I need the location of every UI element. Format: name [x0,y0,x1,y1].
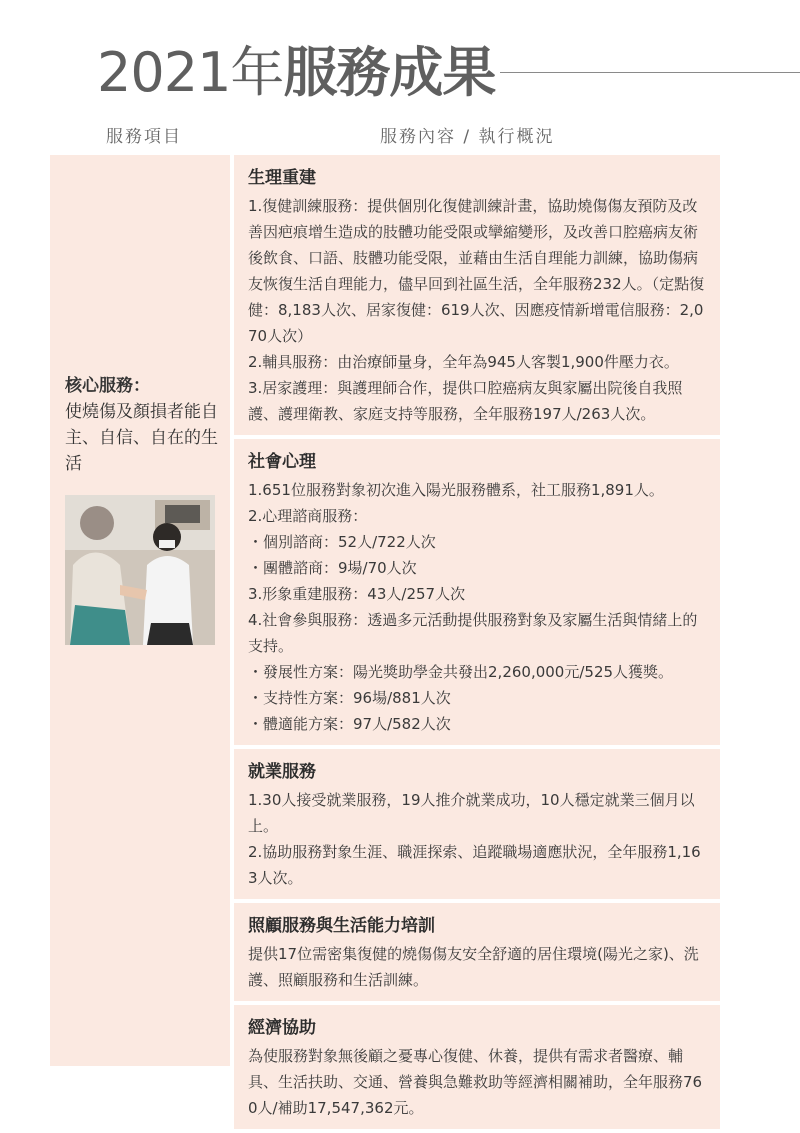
column-header-service-item: 服務項目 [106,127,182,147]
section-line: 1.30人接受就業服務，19人推介就業成功，10人穩定就業三個月以上。 [248,791,695,835]
section-line: 為使服務對象無後顧之憂專心復健、休養，提供有需求者醫療、輔具、生活扶助、交通、營養與急難救助等經濟相關補助，全年服務760人/補助17,547,362元。 [248,1047,703,1117]
section-employment [234,749,720,899]
title-year: 2021年 [97,41,284,104]
section-title: 生理重建 [248,168,316,188]
service-photo [65,495,215,645]
section-title: 就業服務 [248,762,316,782]
section-financial-aid [234,1005,720,1129]
section-title: 照顧服務與生活能力培訓 [248,916,435,936]
section-line: ・支持性方案：96場/881人次 [248,689,451,707]
page-title [97,38,495,108]
section-title: 社會心理 [248,452,316,472]
core-service-desc: 使燒傷及顏損者能自主、自信、自在的生活 [65,402,218,474]
section-psychosocial [234,439,720,745]
therapy-photo-illustration [65,495,215,645]
section-line: ・個別諮商：52人/722人次 [248,533,436,551]
section-line: ・團體諮商：9場/70人次 [248,559,417,577]
section-line: ・發展性方案：陽光獎助學金共發出2,260,000元/525人獲獎。 [248,663,674,681]
core-service [65,373,225,477]
title-divider [500,72,800,73]
left-column [50,155,230,1066]
section-title: 經濟協助 [248,1018,316,1038]
section-line: 1.651位服務對象初次進入陽光服務體系，社工服務1,891人。 [248,481,664,499]
section-line: 2.輔具服務：由治療師量身，全年為945人客製1,900件壓力衣。 [248,353,679,371]
section-care-training [234,903,720,1001]
section-line: 提供17位需密集復健的燒傷傷友安全舒適的居住環境(陽光之家)、洗護、照顧服務和生活訓練。 [248,945,699,989]
section-line: 2.心理諮商服務： [248,507,368,525]
section-physical-rehab [234,155,720,435]
right-column [234,155,720,1133]
title-main: 服務成果 [283,41,496,104]
section-line: 2.協助服務對象生涯、職涯探索、追蹤職場適應狀況，全年服務1,163人次。 [248,843,701,887]
column-header-service-content: 服務內容 / 執行概況 [380,127,555,147]
core-service-title: 核心服務： [65,376,150,396]
section-line: 1.復健訓練服務：提供個別化復健訓練計畫，協助燒傷傷友預防及改善因疤痕增生造成的肢體功能受限或攣縮變形，及改善口腔癌病友術後飲食、口語、肢體功能受限，並藉由生活自理能力訓練，協助傷病友恢復生活自理能力，儘早回到社區生活，全年服務232人。（定點復健：8,183人次、居家復健：619人次、因應疫情新增電信服務：2,070人次） [248,197,705,345]
section-line: 3.居家護理：與護理師合作，提供口腔癌病友與家屬出院後自我照護、護理衛教、家庭支持等服務，全年服務197人/263人次。 [248,379,683,423]
section-line: ・體適能方案：97人/582人次 [248,715,451,733]
section-line: 3.形象重建服務：43人/257人次 [248,585,466,603]
section-line: 4.社會參與服務：透過多元活動提供服務對象及家屬生活與情緒上的支持。 [248,611,698,655]
